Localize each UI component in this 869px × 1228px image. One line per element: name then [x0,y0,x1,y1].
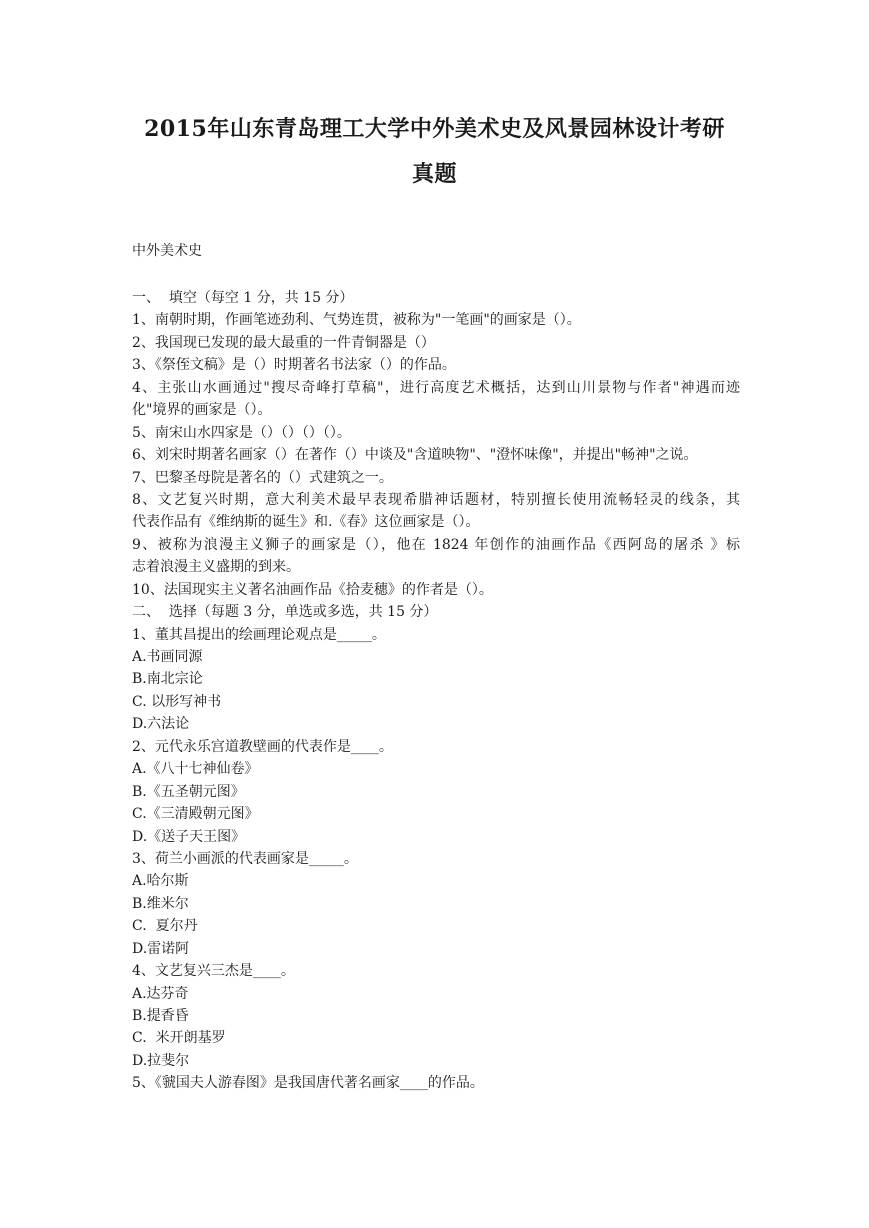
text-line: B.维米尔 [132,895,189,912]
text-line: C. 米开朗基罗 [132,1030,226,1047]
exam-body [132,287,740,1095]
text-line: 9、被称为浪漫主义狮子的画家是（），他在 1824 年创作的油画作品《西阿岛的屠杀 》标 [132,536,740,553]
text-line: A.书画同源 [132,649,203,665]
text-line: B.《五圣朝元图》 [132,783,245,800]
text-line: 6、刘宋时期著名画家（）在著作（）中谈及"含道映物"、"澄怀味像"，并提出"畅神"之说。 [132,447,698,464]
text-line: D.雷诺阿 [132,940,190,957]
text-line: 3、荷兰小画派的代表画家是_____。 [132,850,358,867]
text-line: 二、 选择（每题 3 分，单选或多选，共 15 分） [132,604,438,621]
text-line: C. 夏尔丹 [132,918,198,935]
section-heading: 中外美术史 [132,243,202,259]
text-line: 化"境界的画家是（）。 [132,402,272,419]
text-line: 8、文艺复兴时期，意大利美术最早表现希腊神话题材，特别擅长使用流畅轻灵的线条，其 [132,491,740,508]
text-line: 代表作品有《维纳斯的诞生》和.《春》这位画家是（）。 [132,514,480,531]
text-line: D.拉斐尔 [132,1052,190,1069]
text-line: 4、文艺复兴三杰是____。 [132,963,295,980]
text-line: 7、巴黎圣母院是著名的（）式建筑之一。 [132,469,393,486]
text-line: B.提香昏 [132,1008,189,1024]
text-line: 10、法国现实主义著名油画作品《拾麦穗》的作者是（）。 [132,581,493,598]
text-line: 1、董其昌提出的绘画理论观点是_____。 [132,626,386,643]
text-line: A.哈尔斯 [132,873,189,890]
document-title-line1: 2015年山东青岛理工大学中外美术史及风景园林设计考研 [144,116,725,142]
document-title-line2: 真题 [411,161,457,187]
text-line: 2、元代永乐宫道教壁画的代表作是____。 [132,738,393,755]
text-line: C.《三清殿朝元图》 [132,806,259,823]
text-line: D.《送子天王图》 [132,828,246,845]
text-line: A.达芬奇 [132,985,189,1002]
text-line: 1、南朝时期，作画笔迹劲利、气势连贯，被称为"一笔画"的画家是（）。 [132,312,581,329]
text-line: C. 以形写神书 [132,693,222,710]
text-line: 5、南宋山水四家是（）（）（）（）。 [132,424,351,441]
text-line: 一、 填空（每空 1 分，共 15 分） [132,290,354,306]
text-line: D.六法论 [132,716,190,733]
text-line: A.《八十七神仙卷》 [132,761,259,778]
text-line: 5、《虢国夫人游春图》是我国唐代著名画家____的作品。 [132,1075,484,1092]
text-line: 3、《祭侄文稿》是（）时期著名书法家（）的作品。 [132,357,456,374]
text-line: 2、我国现已发现的最大最重的一件青铜器是（） [132,334,435,351]
text-line: 志着浪漫主义盛期的到来。 [132,559,300,576]
text-line: B.南北宗论 [132,671,203,688]
text-line: 4、主张山水画通过"搜尽奇峰打草稿"，进行高度艺术概括，达到山川景物与作者"神遇而迹 [132,379,740,396]
